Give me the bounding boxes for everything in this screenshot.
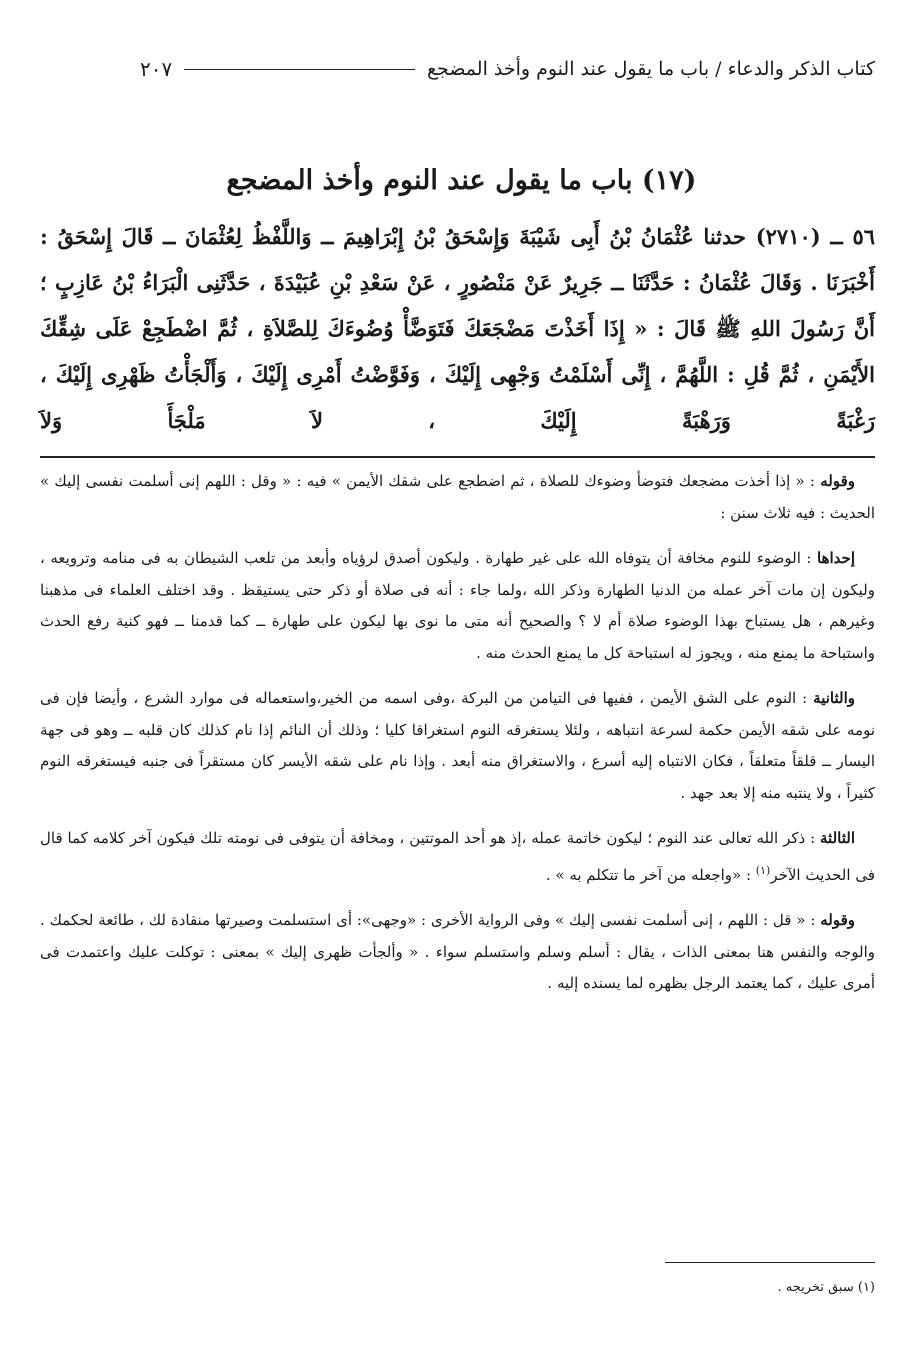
commentary-paragraph-4 — [40, 823, 875, 891]
commentary-paragraph-5 — [40, 905, 875, 1000]
lead-word: إحداها — [817, 549, 855, 567]
main-divider — [40, 456, 875, 458]
chapter-title: (١٧) باب ما يقول عند النوم وأخذ المضجع — [226, 165, 697, 196]
commentary-paragraph-2 — [40, 543, 875, 669]
running-title: كتاب الذكر والدعاء / باب ما يقول عند النوم وأخذ المضجع — [426, 58, 875, 80]
footnote-reference[interactable]: (١) — [755, 863, 771, 877]
commentary-paragraph-1 — [40, 466, 875, 529]
header-rule — [184, 69, 415, 70]
paragraph-text: : « قل : اللهم ، إنى أسلمت نفسى إليك » وفى الرواية الأخرى : «وجهى»: أى استسلمت وصيرتها منقادة لك ، طائعة لحكمك . والوجه والنفس هنا بمعنى الذات ، يقال : أسلم وسلم واستسلم سواء . « وألجأت ظهرى إليك » بمعنى : توكلت عليك واعتمدت فى أمرى عليك ، كما يعتمد الرجل بظهره لما يسنده إليه . — [40, 911, 875, 992]
running-header — [140, 52, 875, 86]
lead-word: الثالثة — [820, 829, 855, 847]
paragraph-text: : «واجعله من آخر ما تتكلم به » . — [545, 865, 756, 884]
paragraph-text: : النوم على الشق الأيمن ، ففيها فى التيامن من البركة ،وفى اسمه من الخير،واستعماله فى موارد الشرع ، وأيضا فإن فى نومه على شقه الأيمن حكمة لسرعة انتباهه ، ولئلا يستغرقه النوم استغراقا كليا ؛ وذلك أن النائم إذا نام كذلك كان قلبه ــ وهو فى جهة اليسار ــ قلقاً متعلقاً ، فكان الانتباه إليه أسرع ، والاستغراق منه أبعد . وإذا نام على شقه الأيسر كان مستقراً فى جنبه فيستغرقه النوم كثيراً ، ولا ينتبه منه إلا بعد جهد . — [40, 689, 875, 802]
lead-word: وقوله — [820, 911, 855, 929]
hadith-text-block — [40, 214, 875, 444]
paragraph-text: : الوضوء للنوم مخافة أن يتوفاه الله على غير طهارة . وليكون أصدق لرؤياه وأبعد من تلعب الشيطان به فى منامه وترويعه ، وليكون إن مات آخر عمله من الدنيا الطهارة وذكر الله ،ولما جاء : أنه فى صلاة أو ذكر حتى يستيقظ . وقد اختلف العلماء فى مذهبنا وغيرهم ، هل يستباح بهذا الوضوء صلاة أم لا ؟ والصحيح أنه متى ما نوى بها ليكون على طهارة ــ كما قدمنا ــ فهو كنية رفع الحدث واستباحة ما يمنع منه ، ويجوز له استباحة كل ما يمنع الحدث منه . — [40, 549, 875, 662]
commentary-block — [40, 466, 875, 1014]
footnote-divider — [665, 1262, 875, 1263]
hadith-paragraph: ٥٦ ــ (٢٧١٠) حدثنا عُثْمَانُ بْنُ أَبِى شَيْبَةَ وَإِسْحَقُ بْنُ إِبْرَاهِيمَ ــ وَاللَّفْظُ لِعُثْمَانَ ــ قَالَ إِسْحَقُ : أَخْبَرَنَا . وَقَالَ عُثْمَانُ : حَدَّثَنَا ــ جَرِيرٌ عَنْ مَنْصُورٍ ، عَنْ سَعْدِ بْنِ عُبَيْدَةَ ، حَدَّثَنِى الْبَرَاءُ بْنُ عَازِبٍ ؛ أَنَّ رَسُولَ اللهِ ﷺ قَالَ : « إِذَا أَخَذْتَ مَضْجَعَكَ فَتَوَضَّأْ وُضُوءَكَ لِلصَّلاَةِ ، ثُمَّ اضْطَجِعْ عَلَى شِقِّكَ الأَيْمَنِ ، ثُمَّ قُلِ : اللَّهُمَّ ، إِنِّى أَسْلَمْتُ وَجْهِى إِلَيْكَ ، وَفَوَّضْتُ أَمْرِى إِلَيْكَ ، وَأَلْجَأْتُ ظَهْرِى إِلَيْكَ ، رَغْبَةً وَرَهْبَةً إِلَيْكَ ، لاَ مَلْجَأَ وَلاَ — [40, 224, 875, 433]
paragraph-text: : « إذا أخذت مضجعك فتوضأ وضوءك للصلاة ، ثم اضطجع على شقك الأيمن » فيه : « وقل : اللهم إنى أسلمت نفسى إليك » الحديث : فيه ثلاث سنن : — [40, 472, 875, 522]
lead-word: وقوله — [820, 472, 855, 490]
paragraph-text: : ذكر الله تعالى عند النوم ؛ ليكون خاتمة عمله ،إذ هو أحد الموتتين ، ومخافة أن يتوفى فى نومته تلك فيكون آخر كلامه كما قال فى الحديث الآخر — [40, 829, 875, 884]
lead-word: والثانية — [813, 689, 855, 707]
page-number: ٢٠٧ — [140, 57, 173, 81]
footnote: (١) سبق تخريجه . — [777, 1280, 875, 1295]
commentary-paragraph-3 — [40, 683, 875, 809]
